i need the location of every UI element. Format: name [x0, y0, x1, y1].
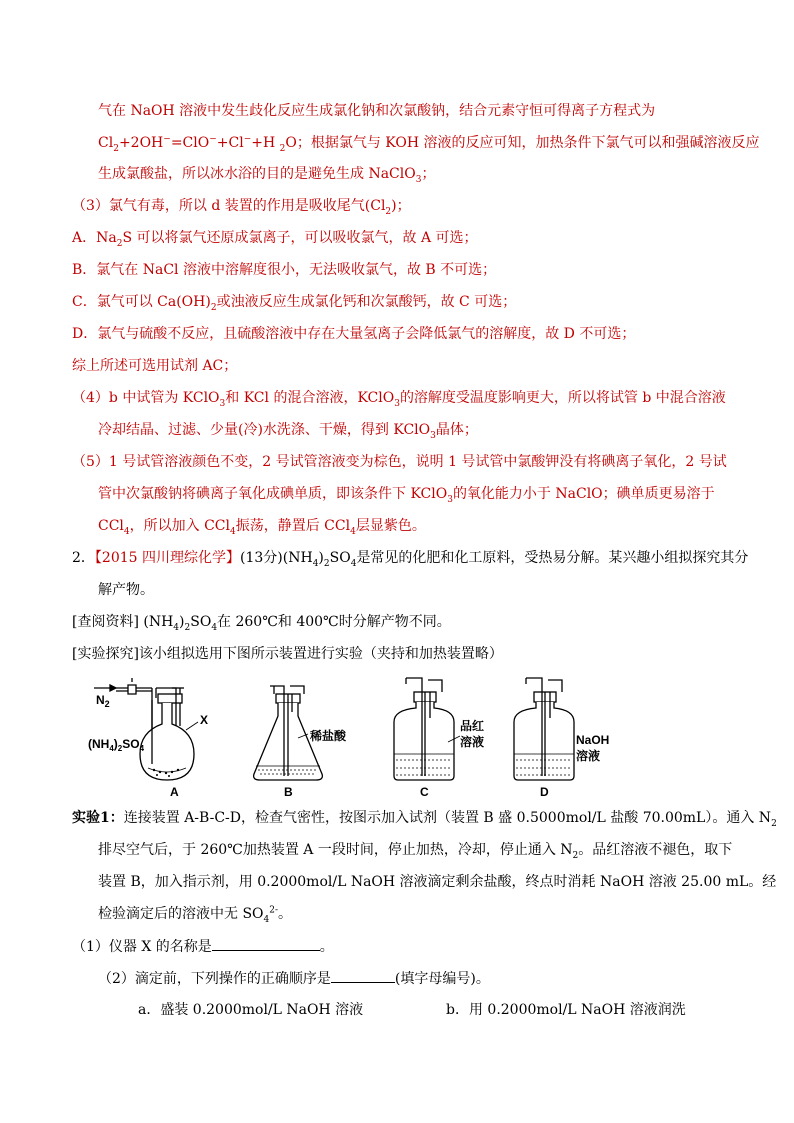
- explanation-line-14: CCl$_4$，所以加入 CCl$_4$振荡，静置后 CCl$_4$层显紫色。: [98, 518, 426, 537]
- label-naoh-2: 溶液: [576, 749, 601, 763]
- label-a: A: [170, 785, 179, 799]
- question2-line-1: 2．【2015 四川理综化学】(13分)$(NH_4)_2SO_4$是常见的化肥和化工原料，受热易分解。某兴趣小组拟探究其分: [72, 550, 749, 569]
- explanation-line-12: （5）1 号试管溶液颜色不变，2 号试管溶液变为棕色，说明 1 号试管中氯酸钾没有将碘离子氧化，2 号试: [72, 454, 727, 470]
- apparatus-figure: [88, 672, 648, 800]
- question-number: 2．: [72, 550, 95, 566]
- label-d: D: [540, 785, 549, 799]
- option-a: a．盛装 0.2000mol/L NaOH 溶液: [138, 1002, 364, 1018]
- answer-blank-1[interactable]: [212, 936, 320, 951]
- label-c: C: [420, 785, 429, 799]
- explanation-line-8: D．氯气与硫酸不反应，且硫酸溶液中存在大量氢离子会降低氯气的溶解度，故 D 不可选；: [72, 326, 636, 342]
- explanation-line-7: C．氯气可以 $Ca(OH)_2$或浊液反应生成氯化钙和次氯酸钙，故 C 可选；: [72, 294, 517, 313]
- label-hcl: 稀盐酸: [310, 729, 347, 743]
- subquestion-1: （1）仪器 X 的名称是 。: [72, 936, 334, 957]
- experiment1-line-3: 装置 B，加入指示剂，用 0.2000mol/L NaOH 溶液滴定剩余盐酸，终点时消耗 NaOH 溶液 25.00 mL。经: [98, 874, 777, 890]
- subquestion-2: （2）滴定前，下列操作的正确顺序是 (填字母编号)。: [98, 968, 490, 989]
- answer-blank-2[interactable]: [331, 968, 395, 983]
- experiment1-label: 实验1：: [72, 810, 124, 826]
- explanation-line-5: A．$Na_2S$ 可以将氯气还原成氯离子，可以吸收氯气，故 A 可选；: [72, 230, 478, 249]
- label-b: B: [284, 785, 293, 799]
- experiment1-line-4: 检验滴定后的溶液中无 $SO_4^{2-}$。: [98, 905, 293, 925]
- question2-line-4: [实验探究]该小组拟选用下图所示装置进行实验（夹持和加热装置略）: [72, 646, 503, 662]
- label-x: X: [200, 713, 209, 727]
- explanation-line-10: （4）b 中试管为 KClO$_3$和 KCl 的混合溶液，KClO$_3$的溶解度受温度影响更大，所以将试管 b 中混合溶液: [72, 390, 726, 409]
- label-n2: $N_2$: [96, 693, 110, 709]
- experiment1-line-1: 实验1：连接装置 A-B-C-D，检查气密性，按图示加入试剂（装置 B 盛 0.5000mol/L 盐酸 70.00mL）。通入 $N_2$: [72, 810, 777, 829]
- explanation-line-1: 气在 NaOH 溶液中发生歧化反应生成氯化钠和次氯酸钠，结合元素守恒可得离子方程式为: [98, 103, 656, 119]
- apparatus-d: [514, 678, 574, 780]
- question2-line-3: [查阅资料] $(NH_4)_2SO_4$在 260℃和 400℃时分解产物不同。: [72, 614, 451, 633]
- label-naoh-1: NaOH: [576, 733, 610, 747]
- question2-line-2: 解产物。: [98, 582, 154, 598]
- apparatus-a: [116, 678, 198, 780]
- experiment1-line-2: 排尽空气后，于 260℃加热装置 A 一段时间，停止加热，冷却，停止通入 $N_2$。品红溶液不褪色，取下: [98, 842, 733, 861]
- explanation-line-11: 冷却结晶、过滤、少量(冷)水洗涤、干燥，得到 KClO$_3$晶体；: [98, 422, 478, 441]
- explanation-line-2: $Cl_2+2OH^-=ClO^-+Cl^-+H$ $_2$O；根据氯气与 KOH 溶液的反应可知，加热条件下氯气可以和强碱溶液反应: [98, 134, 760, 154]
- label-pinhong-1: 品红: [460, 719, 485, 733]
- apparatus-c: [394, 678, 460, 780]
- question-source: 【2015 四川理综化学】: [94, 550, 241, 566]
- explanation-line-4: （3）氯气有毒，所以 d 装置的作用是吸收尾气$(Cl_2)$；: [72, 198, 411, 217]
- explanation-line-9: 综上所述可选用试剂 AC；: [72, 358, 238, 374]
- explanation-line-3: 生成氯酸盐，所以冰水浴的目的是避免生成 NaClO$_3$；: [98, 166, 436, 185]
- explanation-line-6: B．氯气在 NaCl 溶液中溶解度很小，无法吸收氯气，故 B 不可选；: [72, 262, 497, 278]
- option-b: b．用 0.2000mol/L NaOH 溶液润洗: [446, 1002, 686, 1018]
- label-reagent-a: $(NH_4)_2SO_4$: [88, 737, 145, 753]
- label-pinhong-2: 溶液: [460, 735, 485, 749]
- explanation-line-13: 管中次氯酸钠将碘离子氧化成碘单质，即该条件下 KClO$_3$的氧化能力小于 NaClO；碘单质更易溶于: [98, 486, 715, 505]
